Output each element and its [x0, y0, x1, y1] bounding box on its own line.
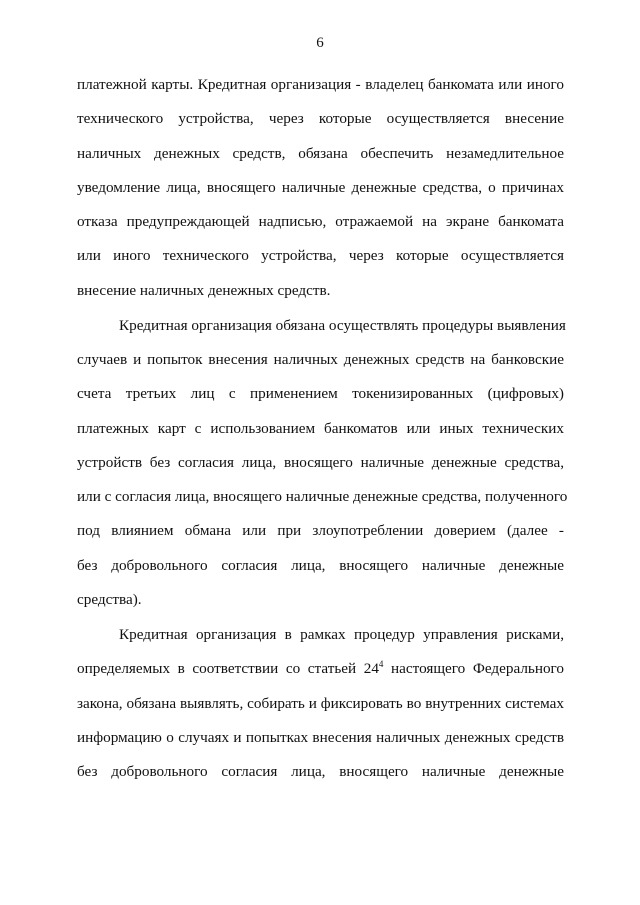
paragraph-3-line-1: Кредитная организация в рамках процедур управления рисками,	[119, 626, 564, 643]
paragraph-3-line-2	[77, 660, 564, 678]
paragraph-1-line-4: уведомление лица, вносящего наличные денежные средства, о причинах	[77, 179, 564, 196]
paragraph-1-line-6: или иного технического устройства, через которые осуществляется	[77, 247, 564, 264]
paragraph-3-line-5: без добровольного согласия лица, вносящего наличные денежные	[77, 763, 564, 780]
article-superscript: 4	[378, 659, 384, 669]
paragraph-2-line-6: или с согласия лица, вносящего наличные денежные средства, полученного	[77, 488, 568, 505]
paragraph-2-line-8: без добровольного согласия лица, вносящего наличные денежные	[77, 557, 564, 574]
paragraph-2-line-4: платежных карт с использованием банкоматов или иных технических	[77, 420, 564, 437]
paragraph-2-line-1: Кредитная организация обязана осуществлять процедуры выявления	[119, 317, 566, 334]
paragraph-1-line-5: отказа предупреждающей надписью, отражаемой на экране банкомата	[77, 213, 564, 230]
paragraph-1-line-3: наличных денежных средств, обязана обеспечить незамедлительное	[77, 145, 564, 162]
paragraph-3-line-2-after: настоящего Федерального	[383, 660, 564, 677]
paragraph-3-line-4: информацию о случаях и попытках внесения наличных денежных средств	[77, 729, 564, 746]
paragraph-2-line-5: устройств без согласия лица, вносящего наличные денежные средства,	[77, 454, 564, 471]
paragraph-1-line-2: технического устройства, через которые осуществляется внесение	[77, 110, 564, 127]
paragraph-3-line-3: закона, обязана выявлять, собирать и фиксировать во внутренних системах	[77, 695, 564, 712]
paragraph-1-line-7: внесение наличных денежных средств.	[77, 282, 331, 299]
paragraph-2-line-7: под влиянием обмана или при злоупотреблении доверием (далее -	[77, 522, 564, 539]
paragraph-2-line-3: счета третьих лиц с применением токенизированных (цифровых)	[77, 385, 564, 402]
paragraph-2-line-9: средства).	[77, 591, 142, 608]
paragraph-1-line-1: платежной карты. Кредитная организация - владелец банкомата или иного	[77, 76, 564, 93]
paragraph-2-line-2: случаев и попыток внесения наличных денежных средств на банковские	[77, 351, 564, 368]
page-number: 6	[316, 35, 324, 51]
paragraph-3-line-2-before: определяемых в соответствии со статьей 24	[77, 660, 379, 677]
